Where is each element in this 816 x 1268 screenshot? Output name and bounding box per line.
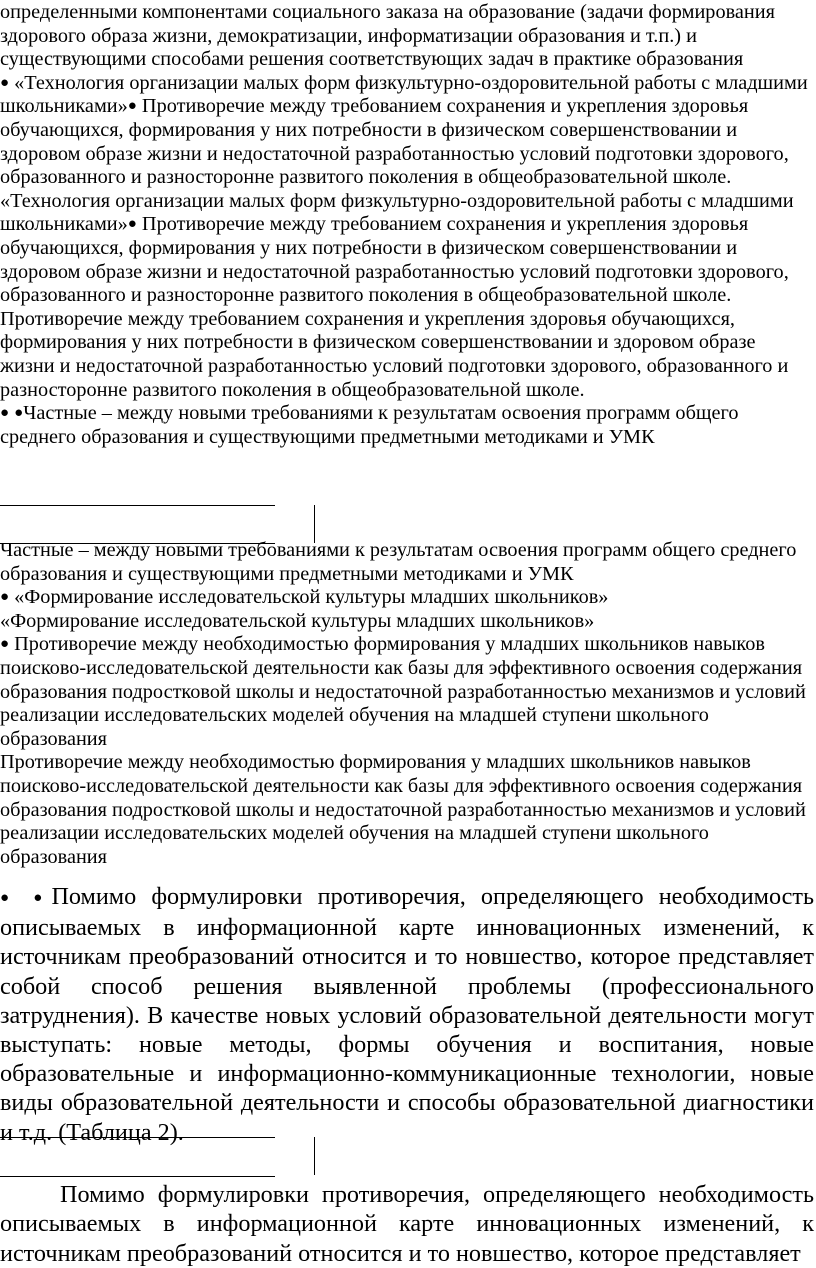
separator-bar [314,505,315,543]
bullet-icon: ● [0,890,19,906]
paragraph: Частные – между новыми требованиями к результатам освоения программ общего среднего образования и существующими предметными методиками и УМК [0,539,797,585]
separator-bar [314,1137,315,1175]
bullet-icon: ● [0,74,10,91]
paragraph: «Формирование исследовательской культуры младших школьников» [14,586,609,609]
paragraph: Частные – между новыми требованиями к результатам освоения программ общего среднего образования и существующими предметными методиками и УМК [0,402,739,448]
paragraph: Противоречие между требованием сохранения и укрепления здоровья обучающихся, формирования у них потребности в физическом совершенствовании и здоровом образе жизни и недостаточной разработанностью условий подготовки здорового, образованного и разносторонне развитого поколения в общеобразовательной школе. [0,213,789,307]
bullet-icon: ● [0,589,10,606]
paragraph: «Формирование исследовательской культуры младших школьников» [0,609,595,632]
text-block-4 [0,1180,814,1268]
text-block-3 [0,882,814,1147]
paragraph: Противоречие между необходимостью формирования у младших школьников навыков поисково-исследовательской деятельности как базы для эффективного освоения содержания образования подростковой школы и недостаточной разработанностью механизмов и условий реализации исследовательских моделей обучения на младшей ступени школьного образования [0,633,806,750]
paragraph: определенными компонентами социального заказа на образование (задачи формирования здорового образа жизни, демократизации, информатизации образования и т.п.) и существующими способами решения соответствующих задач в практике образования [0,1,775,71]
separator-line [0,505,275,506]
paragraph: «Технология организации малых форм физкультурно-оздоровительной работы с младшими школьниками» [0,189,794,236]
paragraph: Противоречие между требованием сохранения и укрепления здоровья обучающихся, формирования у них потребности в физическом совершенствовании и здоровом образе жизни и недостаточной разработанностью условий подготовки здорового, образованного и разносторонне развитого поколения в общеобразовательной школе. [0,307,789,401]
bullet-icon: ● [127,216,137,233]
text-block-1 [0,1,808,449]
bullet-icon: ● [33,890,52,906]
bullet-icon: ● [127,98,137,115]
bullet-icon: ● [0,405,10,422]
separator-line [0,1176,275,1177]
text-block-2 [0,539,808,869]
bullet-icon: ● [14,405,24,422]
paragraph: Противоречие между требованием сохранения и укрепления здоровья обучающихся, формирования у них потребности в физическом совершенствовании и здоровом образе жизни и недостаточной разработанностью условий подготовки здорового, образованного и разносторонне развитого поколения в общеобразовательной школе. [0,95,789,189]
paragraph: «Технология организации малых форм физкультурно-оздоровительной работы с младшими школьниками» [0,71,808,118]
paragraph: Помимо формулировки противоречия, определяющего необходимость описываемых в информационной карте инновационных изменений, к источникам преобразований относится и то новшество, которое представляет собой способ решения выявленной проблемы (профессионального затруднения). В качестве новых условий образовательной деятельности могут выступать: новые методы, формы обучения и воспитания, новые образовательные и информационно-коммуникационные технологии, новые виды образовательной деятельности и способы образовательной диагностики и т.д. (Таблица 2). [0,883,815,1146]
separator-line [0,1137,275,1138]
paragraph: Помимо формулировки противоречия, определяющего необходимость описываемых в информационной карте инновационных изменений, к источникам преобразований относится и то новшество, которое представляет [0,1181,814,1267]
paragraph: Противоречие между необходимостью формирования у младших школьников навыков поисково-исследовательской деятельности как базы для эффективного освоения содержания образования подростковой школы и недостаточной разработанностью механизмов и условий реализации исследовательских моделей обучения на младшей ступени школьного образования [0,751,806,868]
bullet-icon: ● [0,636,10,653]
